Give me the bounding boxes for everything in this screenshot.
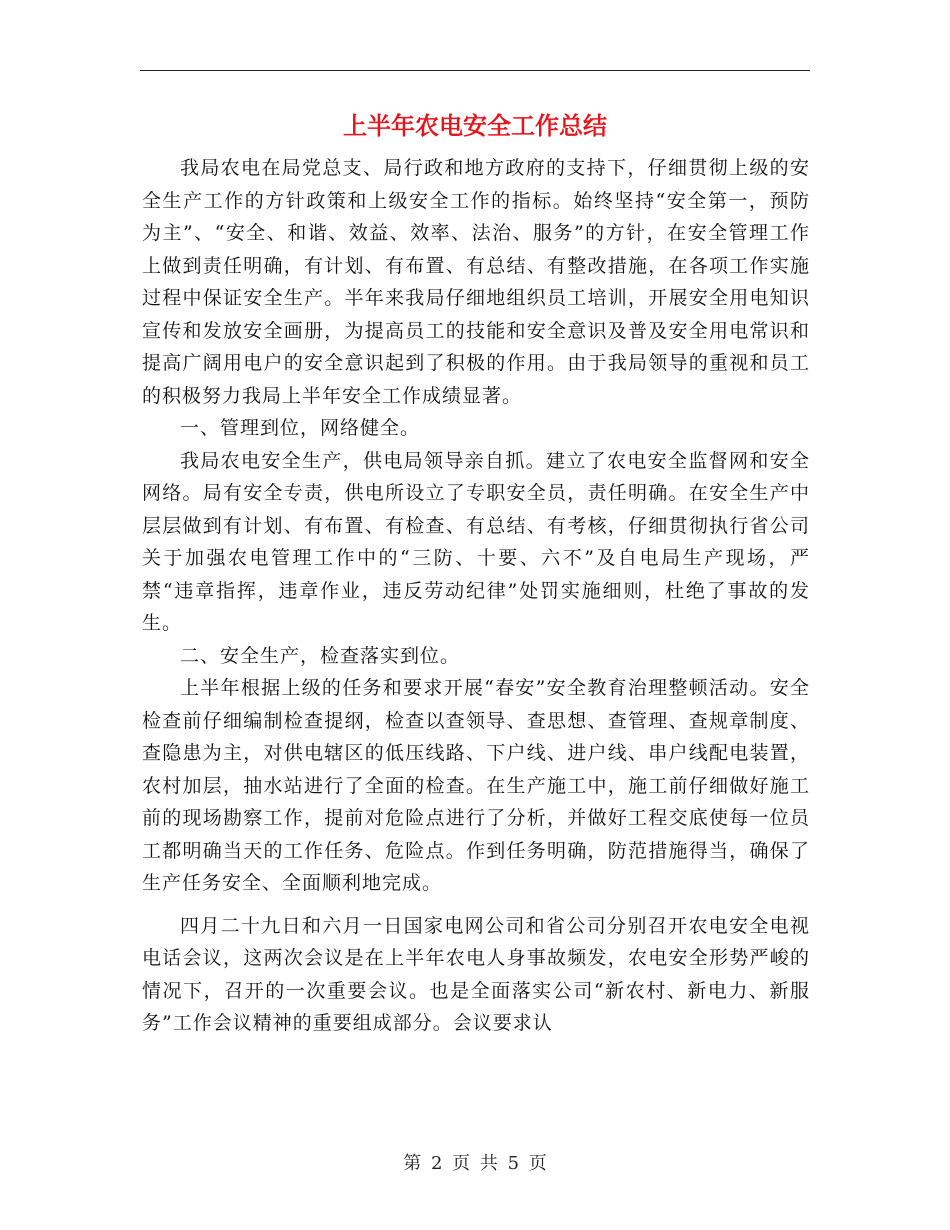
header-rule [140,70,810,71]
paragraph-intro: 我局农电在局党总支、局行政和地方政府的支持下，仔细贯彻上级的安全生产工作的方针政策和上级安全工作的指标。始终坚持“安全第一，预防为主”、“安全、和谐、效益、效率、法治、服务”的方针，在安全管理工作上做到责任明确，有计划、有布置、有总结、有整改措施，在各项工作实施过程中保证安全生产。半年来我局仔细地组织员工培训，开展安全用电知识宣传和发放安全画册，为提高员工的技能和安全意识及普及安全用电常识和提高广阔用电户的安全意识起到了积极的作用。由于我局领导的重视和员工的积极努力我局上半年安全工作成绩显著。 [142,157,810,407]
section-heading-1: 一、管理到位，网络健全。 [180,417,421,439]
page-number: 第 2 页 共 5 页 [403,1153,547,1174]
paragraph-inspection: 上半年根据上级的任务和要求开展“春安”安全教育治理整顿活动。安全检查前仔细编制检查提纲，检查以查领导、查思想、查管理、查规章制度、查隐患为主，对供电辖区的低压线路、下户线、进户线、串户线配电装置，农村加层，抽水站进行了全面的检查。在生产施工中，施工前仔细做好施工前的现场勘察工作，提前对危险点进行了分析，并做好工程交底使每一位员工都明确当天的工作任务、危险点。作到任务明确，防范措施得当，确保了生产任务安全、全面顺利地完成。 [142,677,810,894]
document-body [142,152,810,1040]
paragraph-gap [142,900,810,910]
document-title: 上半年农电安全工作总结 [343,111,607,140]
paragraph-management: 我局农电安全生产，供电局领导亲自抓。建立了农电安全监督网和安全网络。局有安全专责，供电所设立了专职安全员，责任明确。在安全生产中层层做到有计划、有布置、有检查、有总结、有考核，仔细贯彻执行省公司关于加强农电管理工作中的“三防、十要、六不”及自电局生产现场，严禁“违章指挥，违章作业，违反劳动纪律”处罚实施细则，杜绝了事故的发生。 [142,449,810,634]
section-heading-2: 二、安全生产，检查落实到位。 [180,644,461,667]
paragraph-meetings: 四月二十九日和六月一日国家电网公司和省公司分别召开农电安全电视电话会议，这两次会议是在上半年农电人身事故频发，农电安全形势严峻的情况下，召开的一次重要会议。也是全面落实公司“新农村、新电力、新服务”工作会议精神的重要组成部分。会议要求认 [142,914,810,1034]
